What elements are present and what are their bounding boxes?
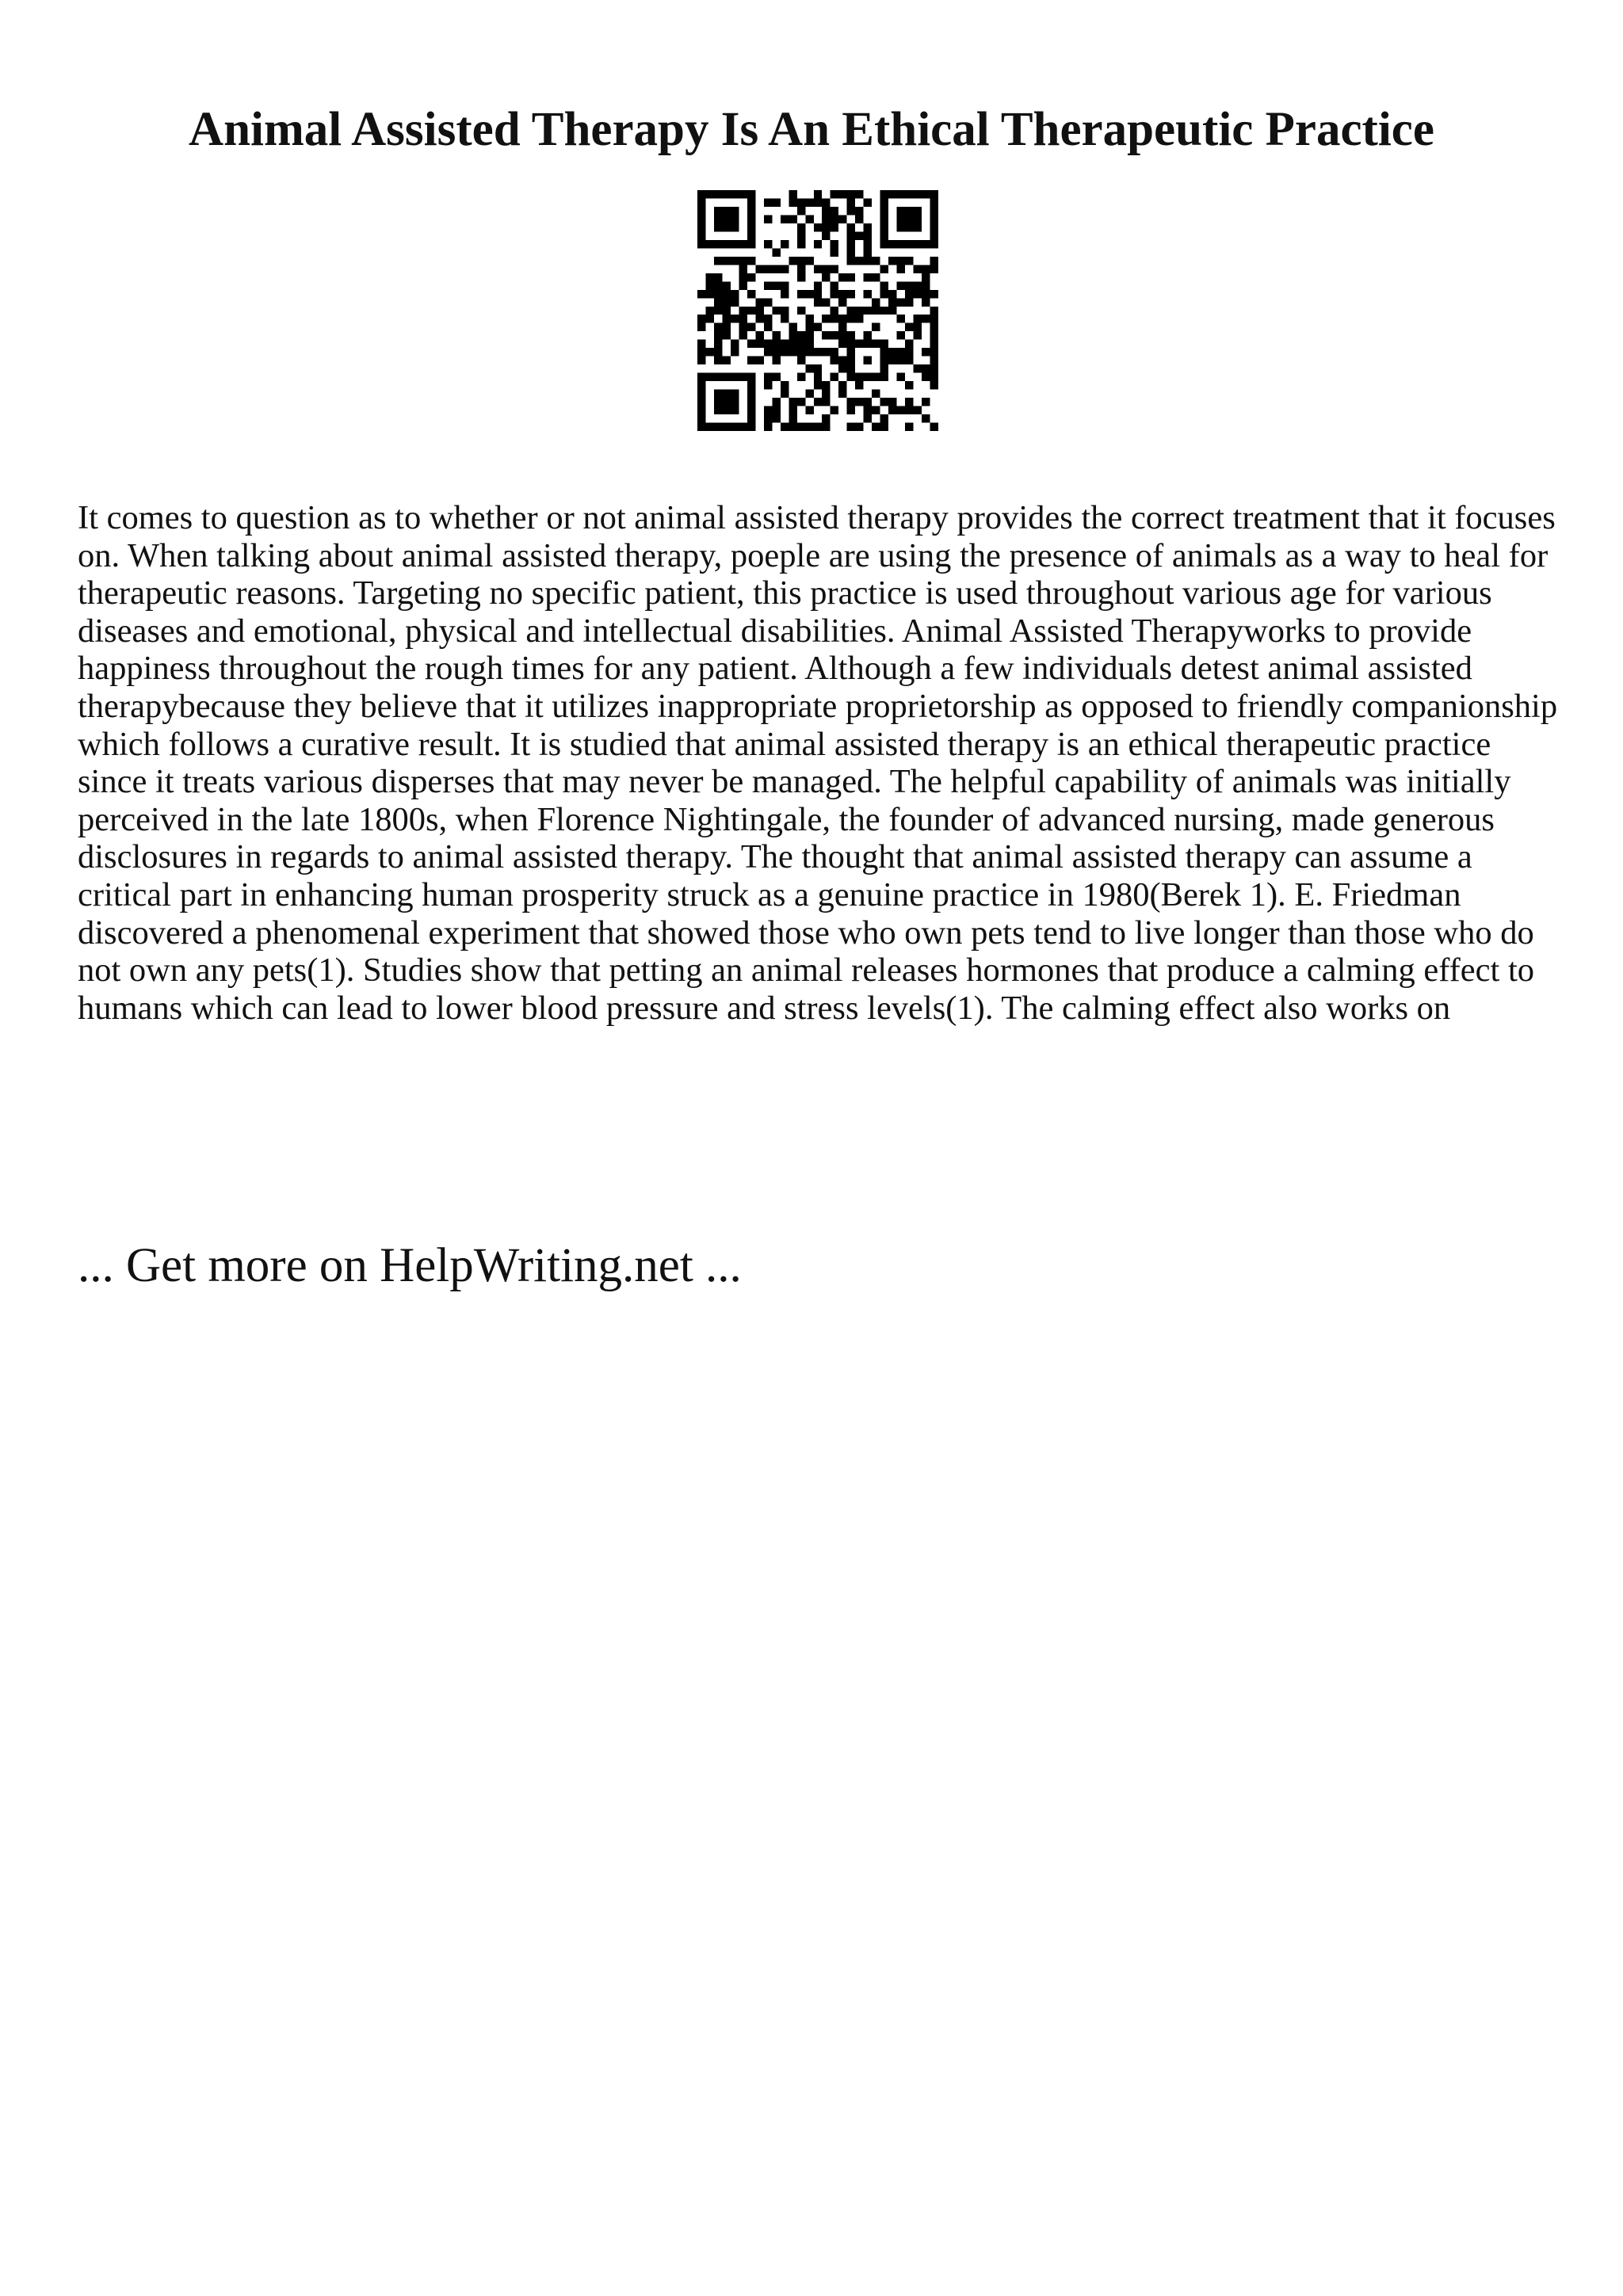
qr-code-icon[interactable] [697,190,938,431]
get-more-link[interactable]: ... Get more on HelpWriting.net ... [78,1239,742,1292]
article-body: It comes to question as to whether or not animal assisted therapy provides the correct treatment that it focuses on. When talking about animal assisted therapy, poeple are using the presence of animals as a way to heal for therapeutic reasons. Targeting no specific patient, this practice is used throughout various age for various diseases and emotional, physical and intellectual disabilities. Animal Assisted Therapyworks to provide happiness throughout the rough times for any patient. Although a few individuals detest animal assisted therapybecause they believe that it utilizes inappropriate proprietorship as opposed to friendly companionship which follows a curative result. It is studied that animal assisted therapy is an ethical therapeutic practice since it treats various disperses that may never be managed. The helpful capability of animals was initially perceived in the late 1800s, when Florence Nightingale, the founder of advanced nursing, made generous disclosures in regards to animal assisted therapy. The thought that animal assisted therapy can assume a critical part in enhancing human prosperity struck as a genuine practice in 1980(Berek 1). E. Friedman discovered a phenomenal experiment that showed those who own pets tend to live longer than those who do not own any pets(1). Studies show that petting an animal releases hormones that produce a calming effect to humans which can lead to lower blood pressure and stress levels(1). The calming effect also works on [78,499,1558,1027]
document-title: Animal Assisted Therapy Is An Ethical Therapeutic Practice [189,103,1434,156]
